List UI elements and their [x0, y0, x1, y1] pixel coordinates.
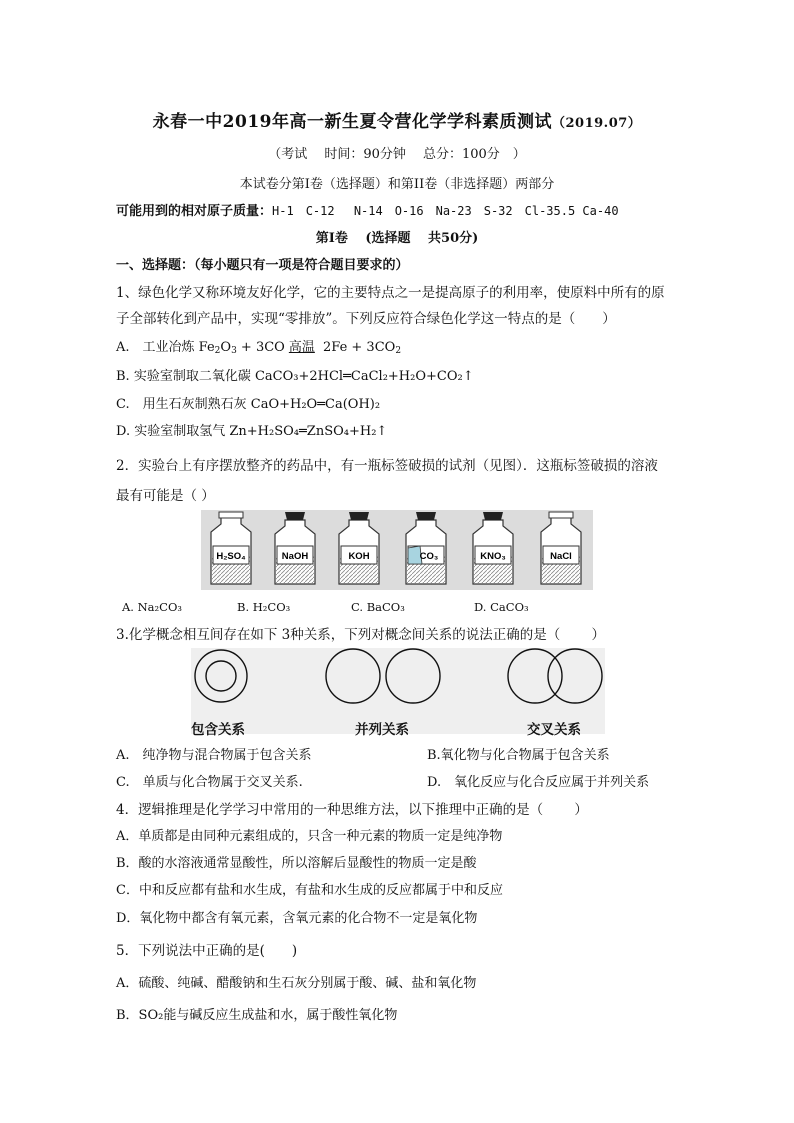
- q2-option-c: C. BaCO₃: [351, 600, 405, 614]
- q1-option-a: [116, 336, 401, 356]
- label-containment: 包含关系: [191, 722, 245, 738]
- title-date: （2019.07）: [552, 116, 642, 131]
- atomic-mass-values: H-1 C-12 N-14 O-16 Na-23 S-32 Cl-35.5 Ca-40: [272, 204, 619, 218]
- title-text: 永春一中2019年高一新生夏令营化学学科素质测试: [152, 112, 552, 132]
- q1-option-c: C. 用生石灰制熟石灰 CaO+H₂O═Ca(OH)₂: [116, 397, 381, 412]
- bottle-5: [473, 512, 513, 584]
- q1-a-tail: 2Fe + 3CO: [318, 340, 396, 355]
- q1-a-text: A. 工业冶炼 Fe: [116, 340, 215, 355]
- reagent-bottles-figure: [201, 510, 593, 590]
- q1-stem-line1: 1、绿色化学又称环境友好化学，它的主要特点之一是提高原子的利用率，使原料中所有的原: [116, 285, 665, 301]
- q5-option-a: A．硫酸、纯碱、醋酸钠和生石灰分别属于酸、碱、盐和氧化物: [116, 976, 477, 991]
- q1-a-condition: 高温: [288, 340, 315, 355]
- bottle-label-2: NaOH: [281, 551, 309, 562]
- label-parallel: 并列关系: [355, 722, 409, 738]
- section-heading: 一、选择题：（每小题只有一项是符合题目要求的）: [116, 258, 409, 273]
- bottle-label-5: KNO₃: [480, 551, 506, 562]
- bottle-label-4: CO₃: [419, 551, 439, 562]
- q2-option-b: B. H₂CO₃: [237, 600, 291, 614]
- q1-a-sub3: 2: [395, 346, 402, 356]
- q2-stem-line1: 2．实验台上有序摆放整齐的药品中，有一瓶标签破损的试剂（见图）．这瓶标签破损的溶液: [116, 458, 658, 474]
- q2-stem-line2: 最有可能是（ ）: [116, 488, 215, 504]
- q4-option-c: C．中和反应都有盐和水生成，有盐和水生成的反应都属于中和反应: [116, 883, 503, 898]
- bottle-label-1: H₂SO₄: [216, 551, 246, 562]
- paper-structure: 本试卷分第Ⅰ卷（选择题）和第II卷（非选择题）两部分: [239, 177, 555, 192]
- q5-stem: 5．下列说法中正确的是( ): [116, 943, 298, 959]
- bottle-4-damaged: [406, 512, 446, 584]
- atomic-mass-label: 可能用到的相对原子质量：: [116, 204, 273, 219]
- q3-option-c: C. 单质与化合物属于交叉关系.: [116, 775, 303, 790]
- q1-a-sub1: 2: [214, 346, 221, 356]
- bottle-1: [211, 512, 251, 584]
- q1-stem-line2: 子全部转化到产品中，实现“零排放”。下列反应符合绿色化学这一特点的是（ ）: [116, 311, 616, 327]
- q4-option-d: D．氧化物中都含有氧元素，含氧元素的化合物不一定是氧化物: [116, 911, 478, 926]
- part-one-heading: 第Ⅰ卷 (选择题 共50分): [315, 231, 479, 246]
- bottle-label-6: NaCl: [550, 551, 572, 562]
- q4-option-a: A．单质都是由同种元素组成的，只含一种元素的物质一定是纯净物: [116, 829, 503, 844]
- q3-option-d: D. 氧化反应与化合反应属于并列关系: [427, 775, 650, 790]
- q4-stem: 4．逻辑推理是化学学习中常用的一种思维方法，以下推理中正确的是（ ）: [116, 802, 588, 818]
- bottle-3: [339, 512, 379, 584]
- q5-option-b: B．SO₂能与碱反应生成盐和水，属于酸性氧化物: [116, 1008, 398, 1023]
- q1-a-o: O: [220, 340, 232, 355]
- q2-option-a: A. Na₂CO₃: [122, 600, 182, 614]
- q1-option-b: B. 实验室制取二氧化碳 CaCO₃+2HCl═CaCl₂+H₂O+CO₂↑: [116, 369, 474, 384]
- label-intersection: 交叉关系: [527, 722, 581, 738]
- exam-info: （考试 时间：90分钟 总分：100分 ）: [268, 147, 526, 162]
- q3-stem: 3.化学概念相互间存在如下 3种关系，下列对概念间关系的说法正确的是（ ）: [116, 627, 606, 643]
- atomic-mass-line: [116, 200, 619, 219]
- q2-option-d: D. CaCO₃: [474, 600, 529, 614]
- exam-title: [0, 107, 794, 132]
- bottles-svg: [201, 510, 593, 590]
- bottle-label-3: KOH: [348, 551, 370, 562]
- bottle-2: [275, 512, 315, 584]
- q3-option-a: A. 纯净物与混合物属于包含关系: [116, 748, 312, 763]
- q1-a-sub2: 3: [231, 346, 237, 356]
- q4-option-b: B．酸的水溶液通常显酸性，所以溶解后显酸性的物质一定是酸: [116, 856, 477, 871]
- q3-option-b: B.氧化物与化合物属于包含关系: [427, 748, 610, 763]
- bottle-6: [541, 512, 581, 584]
- q1-a-mid: + 3CO: [236, 340, 285, 355]
- q1-option-d: D. 实验室制取氢气 Zn+H₂SO₄═ZnSO₄+H₂↑: [116, 424, 388, 439]
